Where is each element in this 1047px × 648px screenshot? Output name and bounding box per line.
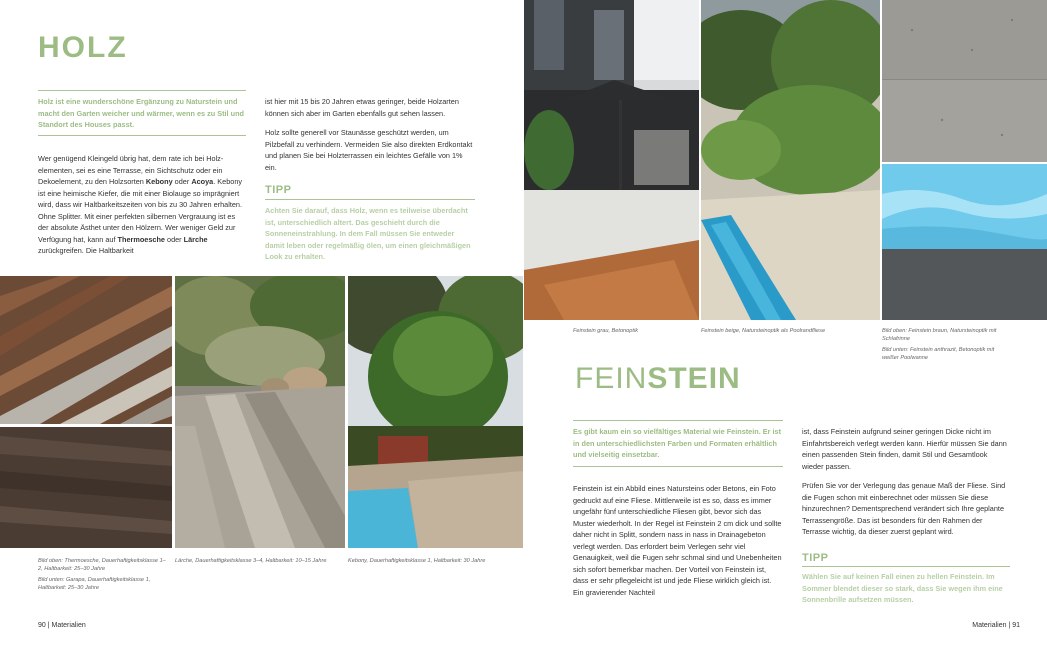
lead-holz: Holz ist eine wunderschöne Ergänzung zu Naturstein und macht den Garten weicher und wärmer, wenn es zu Stil und Standort des Houses passt. [38,97,244,129]
photo-feinstein-anthrazit [882,164,1047,320]
divider [573,466,783,467]
caption-feinstein-beige: Feinstein beige, Natursteinoptik als Poolrandfliese [701,328,826,334]
divider [265,199,475,200]
holz-column-1: Wer genügend Kleingeld übrig hat, dem rate ich bei Holz-elementen, sei es eine Terrasse, ein Sichtschutz oder ein Dekoelement, zu den Holzsorten Kebony oder Acoya. Kebony ist eine heimische Kiefer, die mit einer Biolauge so imprägniert wird, dass wir Haltbarkeitszeiten von bis zu 30 Jahren erhalten. Ohne Splitter. Mit einer perfekten silbernen Vergrauung ist es der absolute Ästhet unter den Hölzern. Wer weniger Geld zur Verfügung hat, kann auf Thermoesche oder Lärche zurückgreifen. Die Haltbarkeit [38,154,243,255]
photo-laerche [175,276,345,548]
photo-feinstein-braun [882,0,1047,162]
tipp-text-holz: Achten Sie darauf, dass Holz, wenn es teilweise überdacht ist, unterschiedlich altert. Das geschieht durch die Sonneneinstrahlung. In dem Fall müssen Sie entweder damit leben oder regelmäßig ölen, um einen gleichmäßigen Look zu erhalten. [265,206,471,261]
divider [573,420,783,421]
page-number-left: 90 | Materialien [38,622,86,629]
page-title-feinstein: FEINSTEIN [575,362,741,395]
divider [38,135,246,136]
holz-column-2: ist hier mit 15 bis 20 Jahren etwas geringer, beide Holzarten können sich aber im Garten ebenfalls gut sehen lassen. Holz sollte generell vor Staunässe geschützt werden, um Pilzbefall zu verhindern. Vermeiden Sie also direkten Erdkontakt und planen Sie bei Holzterrassen ein leichtes Gefälle von 1% ein. [265,97,473,172]
caption-feinstein-braun-anthrazit: Bild oben: Feinstein braun, Natursteinoptik mit Schlafrinne Bild unten: Feinstein anthrazit, Betonoptik mit weißer Poolwanne [882,328,997,361]
photo-thermoesche-garapa [0,276,172,548]
tipp-heading: TIPP [265,184,292,196]
caption-feinstein-grau: Feinstein grau, Betonoptik [573,328,638,334]
caption-laerche: Lärche, Dauerhaftigkeitsklasse 3–4, Haltbarkeit: 10–15 Jahre [175,558,327,564]
page-title-holz: HOLZ [38,31,128,64]
feinstein-column-1: Feinstein ist ein Abbild eines Natursteins oder Betons, ein Foto gedruckt auf eine Fliese. Mittlerweile ist es so, dass es immer ungefähr fünf unterschiedliche Fliesen gibt, bevor sich das Muster wiederholt. In der Regel ist Feinstein 2 cm dick und sollte daher nicht in Splitt, sondern nass in nass in Drainagebeton verlegt werden. Das erfordert beim Verlegen sehr viel Genauigkeit, weil die Fugen sehr schmal sind und Unebenheiten sich sofort bemerkbar machen. Der Vorteil von Feinstein ist, dass er sehr pflegeleicht ist und jede Fliese wirklich gleich ist. Ein gravierender Nachteil [573,484,782,597]
caption-thermoesche: Bild oben: Thermoesche, Dauerhaftigkeitsklasse 1–2, Haltbarkeit: 25–30 Jahre Bild unten: Garapa, Dauerhaftigkeitsklasse 1, Haltbarkeit: 25–30 Jahre [38,558,166,591]
divider [802,566,1010,567]
divider [38,90,246,91]
photo-kebony [348,276,523,548]
photo-feinstein-beige [701,0,880,320]
tipp-text-feinstein: Wählen Sie auf keinen Fall einen zu hellen Feinstein. Im Sommer blendet dieser so stark, dass Sie wegen ihm eine Sonnenbrille aufsetzen müssen. [802,572,1003,604]
feinstein-column-2: ist, dass Feinstein aufgrund seiner geringen Dicke nicht im Einfahrtsbereich verlegt werden kann. Hierfür müssen Sie dann einen passenden Stein finden, damit Stil und Gesamtlook wieder passen. Prüfen Sie vor der Verlegung das genaue Maß der Fliese. Sind die Fugen schon mit einberechnet oder müssen Sie diese hinzurechnen? Dementsprechend verändert sich Ihre geplante Terrassengröße. Das ist besonders für den Rahmen der Terrasse wichtig, da dieser zuerst geplant wird. [802,427,1007,536]
lead-feinstein: Es gibt kaum ein so vielfältiges Material wie Feinstein. Er ist in den unterschiedlichsten Farben und Formaten erhältlich und vielseitig einsetzbar. [573,427,782,459]
tipp-heading: TIPP [802,552,829,564]
page-number-right: Materialien | 91 [972,622,1020,629]
photo-feinstein-grau [524,0,699,320]
caption-kebony: Kebony, Dauerhaftigkeitsklasse 1, Haltbarkeit: 30 Jahre [348,558,486,564]
